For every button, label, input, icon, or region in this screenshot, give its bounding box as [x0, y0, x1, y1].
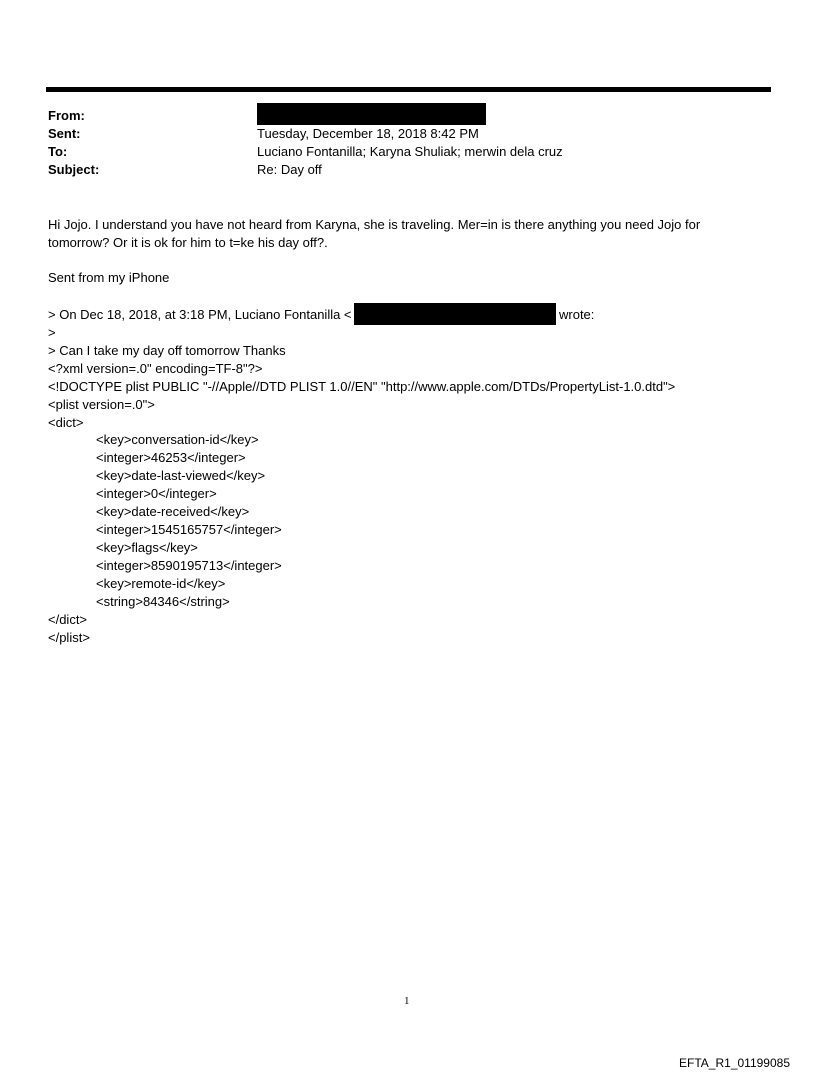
- xml-line: <key>flags</key>: [96, 540, 198, 555]
- header-divider: [46, 87, 771, 92]
- from-label: From:: [48, 108, 85, 123]
- subject-label: Subject:: [48, 162, 100, 177]
- to-label: To:: [48, 144, 68, 159]
- xml-line: <integer>0</integer>: [96, 486, 217, 501]
- xml-line: <plist version=.0">: [48, 397, 155, 412]
- quote-blank-line: >: [48, 325, 56, 340]
- document-id: EFTA_R1_01199085: [679, 1056, 790, 1070]
- xml-line: <string>84346</string>: [96, 594, 230, 609]
- email-redaction: [354, 303, 556, 325]
- xml-line: <?xml version=.0" encoding=TF-8"?>: [48, 361, 263, 376]
- to-value: Luciano Fontanilla; Karyna Shuliak; merwin dela cruz: [257, 144, 563, 159]
- xml-line: <!DOCTYPE plist PUBLIC "-//Apple//DTD PLIST 1.0//EN" "http://www.apple.com/DTDs/PropertyList-1.0.dtd">: [48, 379, 676, 394]
- quote-text: > Can I take my day off tomorrow Thanks: [48, 343, 286, 358]
- signature-line: Sent from my iPhone: [48, 270, 170, 285]
- page-number: 1: [404, 995, 410, 1007]
- xml-line: </plist>: [48, 630, 90, 645]
- xml-line: <key>conversation-id</key>: [96, 432, 259, 447]
- from-redaction: [257, 103, 486, 125]
- xml-line: <key>date-received</key>: [96, 504, 250, 519]
- message-line-2: tomorrow? Or it is ok for him to t=ke his day off?.: [48, 235, 328, 250]
- xml-line: <dict>: [48, 415, 84, 430]
- xml-line: <integer>8590195713</integer>: [96, 558, 282, 573]
- message-line-1: Hi Jojo. I understand you have not heard from Karyna, she is traveling. Mer=in is there anything you need Jojo for: [48, 217, 701, 232]
- xml-line: <key>remote-id</key>: [96, 576, 226, 591]
- quote-wrote: wrote:: [559, 307, 595, 322]
- quote-intro: > On Dec 18, 2018, at 3:18 PM, Luciano Fontanilla <: [48, 307, 352, 322]
- subject-value: Re: Day off: [257, 162, 322, 177]
- xml-line: <key>date-last-viewed</key>: [96, 468, 266, 483]
- sent-value: Tuesday, December 18, 2018 8:42 PM: [257, 126, 479, 141]
- xml-line: <integer>1545165757</integer>: [96, 522, 282, 537]
- xml-line: <integer>46253</integer>: [96, 450, 246, 465]
- sent-label: Sent:: [48, 126, 81, 141]
- xml-line: </dict>: [48, 612, 88, 627]
